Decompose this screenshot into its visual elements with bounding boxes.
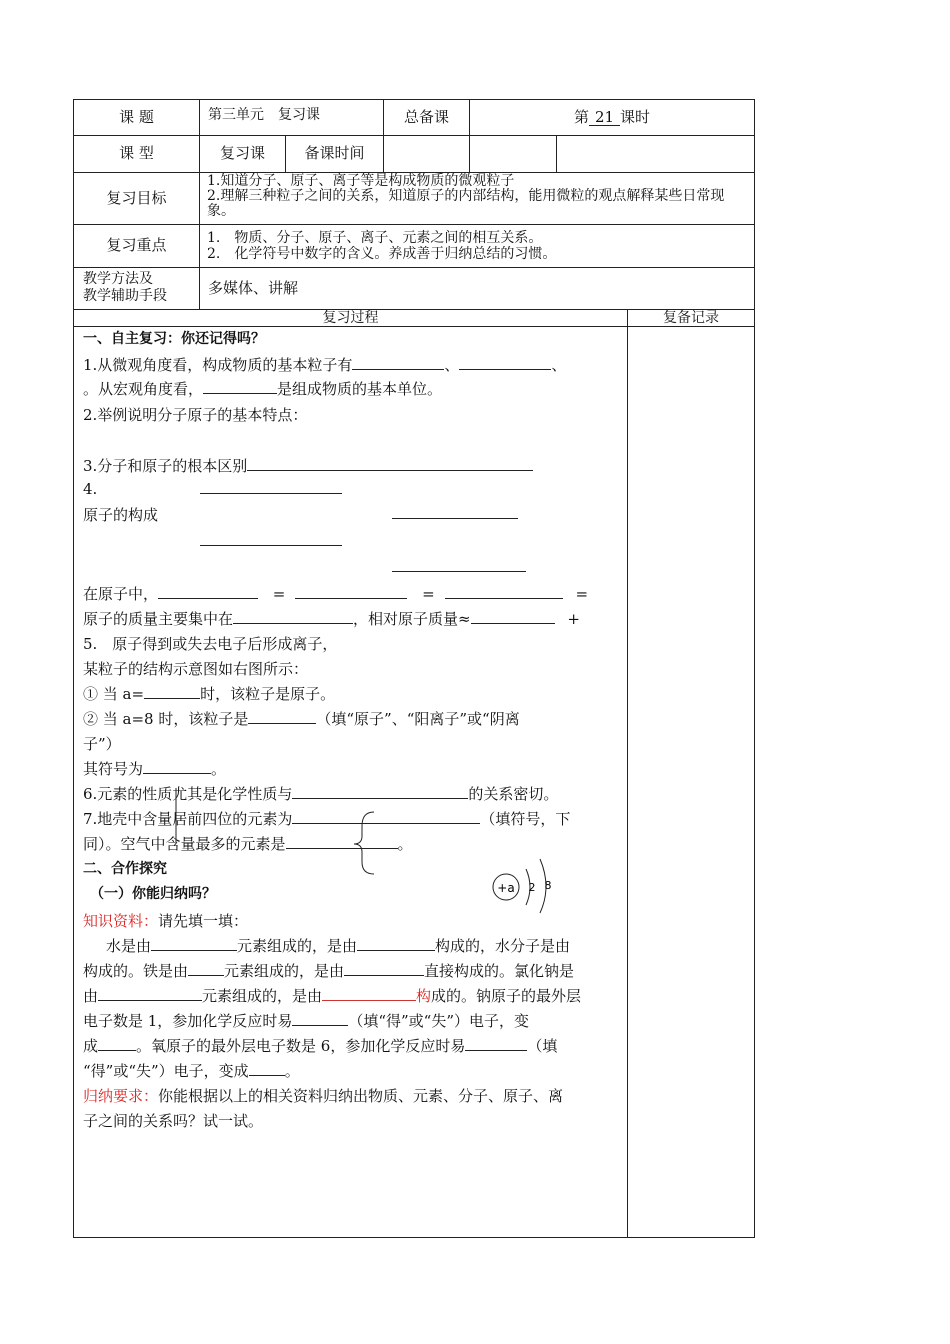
- info-text: 请先填一填：: [158, 912, 249, 930]
- goal-label: 复习目标: [106, 188, 167, 207]
- p-text: 成: [83, 1037, 99, 1055]
- prep-time-label: 备课时间: [304, 144, 365, 163]
- answer-blank[interactable]: [158, 584, 258, 599]
- answer-blank[interactable]: [247, 456, 533, 471]
- answer-blank[interactable]: [352, 355, 444, 370]
- answer-blank[interactable]: [233, 609, 353, 624]
- answer-blank[interactable]: [322, 986, 416, 1001]
- req-text: 你能根据以上的相关资料归纳出物质、元素、分子、原子、离: [158, 1087, 564, 1105]
- answer-blank[interactable]: [295, 584, 407, 599]
- paragraph-line: [83, 960, 574, 981]
- answer-blank[interactable]: [203, 379, 277, 394]
- answer-blank[interactable]: [151, 936, 237, 951]
- method-label-line: 教学辅助手段: [83, 288, 167, 304]
- method-value: 多媒体、讲解: [208, 278, 299, 297]
- p-text: 元素组成的，是由: [224, 962, 345, 980]
- answer-blank[interactable]: [471, 609, 555, 624]
- p-text: 。氧原子的最外层电子数是 6，参加化学反应时易: [136, 1037, 466, 1055]
- q6-text: 的关系密切。: [468, 785, 559, 803]
- grid-line: [469, 135, 470, 173]
- answer-blank[interactable]: [98, 1036, 136, 1051]
- question-4-number: 4.: [83, 480, 98, 498]
- answer-blank[interactable]: [188, 961, 224, 976]
- answer-blank[interactable]: [445, 584, 563, 599]
- answer-blank[interactable]: [459, 355, 551, 370]
- p-text: 。: [284, 1062, 300, 1080]
- q1-text: 1.从微观角度看，构成物质的基本粒子有: [83, 356, 353, 374]
- q1-text: 。从宏观角度看，: [83, 380, 204, 398]
- question-1: [83, 354, 566, 375]
- answer-blank[interactable]: [200, 545, 342, 546]
- answer-blank[interactable]: [200, 493, 342, 494]
- atom-mass-text: ，相对原子质量≈: [353, 610, 471, 628]
- q5-text: （填“原子”、“阳离子”或“阴离: [316, 710, 520, 728]
- grid-line: [383, 135, 384, 173]
- section-1-title: 一、自主复习：你还记得吗？: [83, 331, 265, 347]
- grid-line: [73, 99, 74, 1238]
- equals-sign: =: [272, 585, 286, 603]
- q5-text: 。: [211, 760, 227, 778]
- lesson-number: [470, 100, 754, 135]
- p-text: 水是由: [106, 937, 152, 955]
- paragraph-line: [83, 985, 581, 1006]
- grid-line: [754, 99, 755, 1238]
- equals-sign: =: [422, 585, 435, 603]
- answer-blank[interactable]: [344, 961, 424, 976]
- question-5-d: [83, 708, 520, 729]
- goal-item: 1.知道分子、原子、离子等是构成物质的微观粒子: [207, 173, 515, 189]
- p-text: 电子数是 1，参加化学反应时易: [83, 1012, 293, 1030]
- question-5-e: [83, 758, 226, 779]
- q7-text: 7.地壳中含量居前四位的元素为: [83, 810, 293, 828]
- answer-blank[interactable]: [392, 518, 518, 519]
- section-2-subtitle: （一）你能归纳吗？: [90, 886, 216, 902]
- q3-text: 3.分子和原子的根本区别: [83, 457, 248, 475]
- notes-label: 复备记录: [663, 309, 719, 326]
- answer-blank[interactable]: [98, 986, 202, 1001]
- answer-blank[interactable]: [357, 936, 435, 951]
- paragraph-line: [83, 1035, 557, 1056]
- q5-text: 时，该粒子是原子。: [200, 685, 336, 703]
- lesson-number-value: 21: [589, 109, 620, 127]
- answer-blank[interactable]: [249, 1061, 285, 1076]
- q5-text: 其符号为: [83, 760, 144, 778]
- topic-label: 课 题: [119, 107, 154, 126]
- method-label: [83, 271, 199, 305]
- question-5-c: [83, 683, 335, 704]
- p-text: 由: [83, 987, 99, 1005]
- process-label: 复习过程: [322, 309, 379, 326]
- q1-separator: 、: [444, 356, 460, 374]
- summary-requirement: [83, 1085, 563, 1106]
- bracket-decoration: [160, 780, 380, 880]
- p-text: “得”或“失”）电子，变成: [83, 1062, 249, 1080]
- grid-line: [199, 99, 200, 310]
- answer-blank[interactable]: [143, 759, 211, 774]
- focus-item: 1. 物质、分子、原子、离子、元素之间的相互关系。: [207, 230, 543, 246]
- focus-label: 复习重点: [106, 236, 167, 255]
- plus-sign: +: [567, 610, 580, 628]
- question-5-desc: 某粒子的结构示意图如右图所示：: [83, 660, 309, 678]
- answer-blank[interactable]: [248, 709, 316, 724]
- type-value: 复习课: [219, 144, 265, 163]
- focus-item: 2. 化学符号中数字的含义。养成善于归纳总结的习惯。: [207, 246, 557, 262]
- paragraph-line: [83, 1060, 300, 1081]
- q1-text: 是组成物质的基本单位。: [277, 380, 443, 398]
- atom-mass: [83, 608, 580, 629]
- p-text-red: 构: [416, 987, 432, 1005]
- q5-text: ① 当 a=: [83, 685, 145, 703]
- shell-2-count: 8: [544, 879, 552, 892]
- p-text: （填“得”或“失”）电子，变: [348, 1012, 530, 1030]
- total-lesson-label: 总备课: [403, 107, 449, 126]
- p-text: 构成的，水分子是由: [435, 937, 571, 955]
- grid-line: [73, 326, 755, 327]
- grid-line: [627, 309, 628, 1238]
- answer-blank[interactable]: [144, 684, 200, 699]
- summary-requirement-cont: 子之间的关系吗？试一试。: [83, 1112, 264, 1130]
- goal-item: 2.理解三种粒子之间的关系，知道原子的内部结构，能用微粒的观点解释某些日常现象。: [207, 188, 725, 219]
- question-3: [83, 455, 533, 476]
- question-1-cont: [83, 378, 442, 399]
- q7-text: 。: [397, 835, 413, 853]
- q7-text: 同）。空气中含量最多的元素是: [83, 835, 286, 853]
- grid-line: [556, 135, 557, 173]
- atom-equality-text: 在原子中，: [83, 585, 159, 603]
- paragraph-line: [106, 935, 570, 956]
- p-text: 元素组成的，是由: [202, 987, 323, 1005]
- question-5-d-cont: 子”）: [83, 735, 121, 753]
- lesson-prefix: 第: [573, 107, 589, 126]
- p-text: 构成的。铁是由: [83, 962, 189, 980]
- atom-structure-diagram: [488, 853, 558, 915]
- section-2-title: 二、合作探究: [83, 861, 167, 877]
- atom-equality: [83, 583, 596, 604]
- nucleus-label: +a: [497, 881, 515, 895]
- atom-mass-text: 原子的质量主要集中在: [83, 610, 234, 628]
- answer-blank[interactable]: [292, 1011, 348, 1026]
- lesson-suffix: 课时: [620, 107, 651, 126]
- answer-blank[interactable]: [392, 571, 526, 572]
- question-5: 5. 原子得到或失去电子后形成离子，: [83, 635, 338, 653]
- topic-value: 第三单元 复习课: [208, 106, 320, 123]
- p-text: （填: [527, 1037, 558, 1055]
- p-text: 直接构成的。氯化钠是: [424, 962, 575, 980]
- p-text: 元素组成的，是由: [237, 937, 358, 955]
- equals-sign: =: [575, 585, 589, 603]
- method-label-line: 教学方法及: [83, 271, 153, 287]
- atom-structure-label: 原子的构成: [83, 506, 159, 524]
- q1-separator: 、: [551, 356, 567, 374]
- p-text: 成的。钠原子的最外层: [431, 987, 582, 1005]
- grid-line: [73, 1237, 755, 1238]
- goal-content: [207, 174, 752, 219]
- q5-text: ② 当 a=8 时，该粒子是: [83, 710, 249, 728]
- answer-blank[interactable]: [465, 1036, 527, 1051]
- q6-text: 6.元素的性质尤其是化学性质与: [83, 785, 293, 803]
- focus-content: [207, 230, 752, 262]
- question-2: 2.举例说明分子原子的基本特点：: [83, 406, 308, 424]
- info-label: 知识资料：: [83, 912, 159, 930]
- type-label: 课 型: [119, 144, 154, 163]
- req-label: 归纳要求：: [83, 1087, 159, 1105]
- paragraph-line: [83, 1010, 529, 1031]
- q7-text: （填符号，下: [480, 810, 571, 828]
- knowledge-info: [83, 910, 248, 931]
- shell-1-count: 2: [528, 881, 536, 894]
